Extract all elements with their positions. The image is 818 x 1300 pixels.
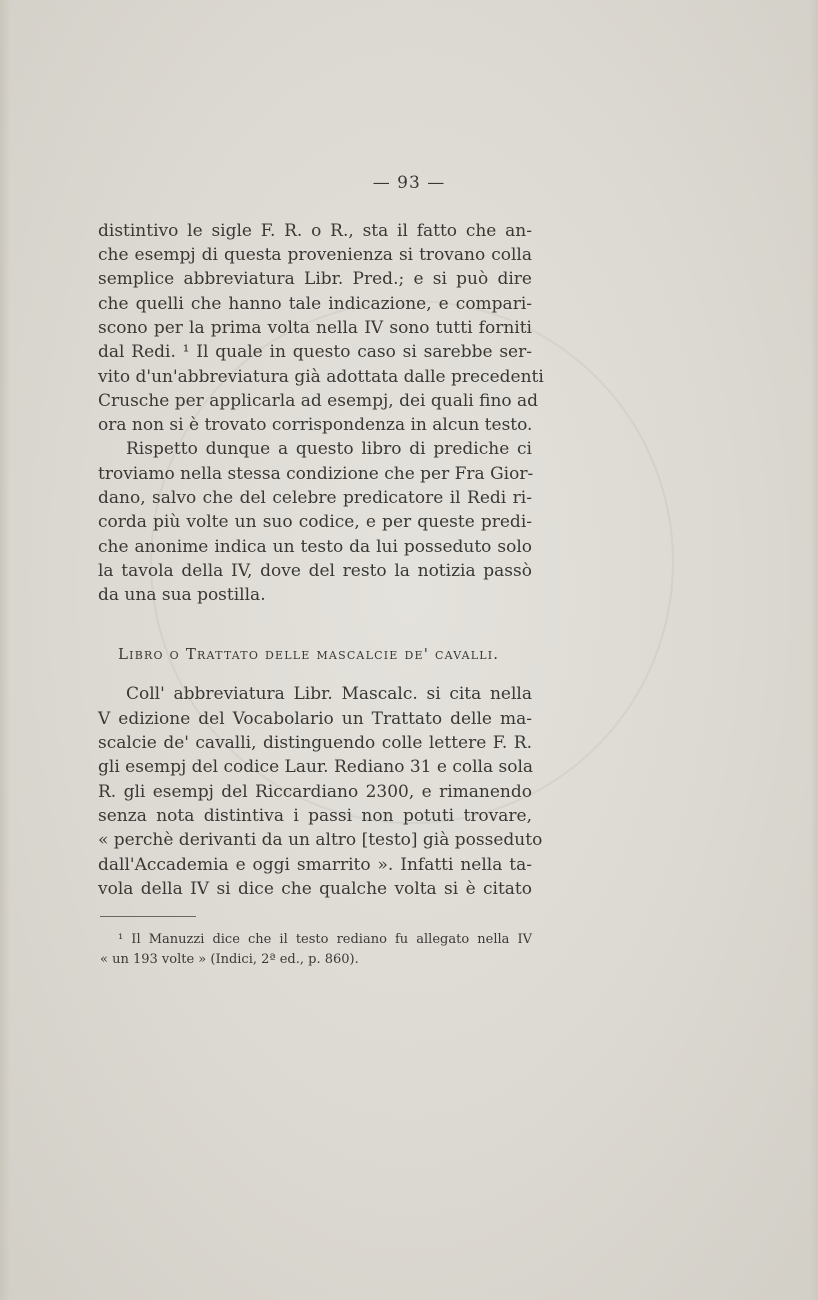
text-line: vola della IV si dice che qualche volta si è citato: [98, 879, 532, 899]
text-line: Rispetto dunque a questo libro di prediche ci: [126, 439, 532, 459]
footnote-line: « un 193 volte » (Indici, 2ª ed., p. 860).: [100, 952, 359, 967]
text-line: ora non si è trovato corrispondenza in alcun testo.: [98, 415, 533, 435]
page-number: — 93 —: [372, 173, 446, 193]
text-line: semplice abbreviatura Libr. Pred.; e si può dire: [98, 269, 532, 289]
text-line: corda più volte un suo codice, e per queste predi-: [98, 512, 532, 532]
text-line: scono per la prima volta nella IV sono tutti forniti: [98, 318, 532, 338]
text-line: Coll' abbreviatura Libr. Mascalc. si cita nella: [126, 684, 532, 704]
text-line: gli esempj del codice Laur. Rediano 31 e colla sola: [98, 757, 534, 777]
text-line: dano, salvo che del celebre predicatore il Redi ri-: [98, 488, 532, 508]
text-line: dall'Accademia e oggi smarrito ». Infatti nella ta-: [98, 855, 532, 875]
text-line: che quelli che hanno tale indicazione, e compari-: [98, 294, 532, 314]
page-edge-left: [0, 0, 10, 1300]
text-line: distintivo le sigle F. R. o R., sta il fatto che an-: [98, 221, 532, 241]
text-line: « perchè derivanti da un altro [testo] già posseduto: [98, 830, 543, 850]
section-heading: Libro o Trattato delle mascalcie de' cavalli.: [118, 645, 500, 663]
footnote-rule: [100, 916, 196, 917]
text-line: che anonime indica un testo da lui posseduto solo: [98, 537, 532, 557]
text-line: V edizione del Vocabolario un Trattato delle ma-: [98, 709, 532, 729]
text-line: troviamo nella stessa condizione che per Fra Gior-: [98, 464, 534, 484]
footnote-line: ¹ Il Manuzzi dice che il testo rediano fu allegato nella IV: [118, 932, 532, 947]
page-edge-right: [810, 0, 818, 1300]
text-line: dal Redi. ¹ Il quale in questo caso si sarebbe ser-: [98, 342, 532, 362]
text-line: da una sua postilla.: [98, 585, 266, 605]
text-line: scalcie de' cavalli, distinguendo colle lettere F. R.: [98, 733, 532, 753]
text-line: Crusche per applicarla ad esempj, dei quali fino ad: [98, 391, 539, 411]
text-line: vito d'un'abbreviatura già adottata dalle precedenti: [98, 367, 544, 387]
text-line: che esempj di questa provenienza si trovano colla: [98, 245, 532, 265]
text-line: R. gli esempj del Riccardiano 2300, e rimanendo: [98, 782, 532, 802]
text-line: la tavola della IV, dove del resto la notizia passò: [98, 561, 532, 581]
text-line: senza nota distintiva i passi non potuti trovare,: [98, 806, 532, 826]
